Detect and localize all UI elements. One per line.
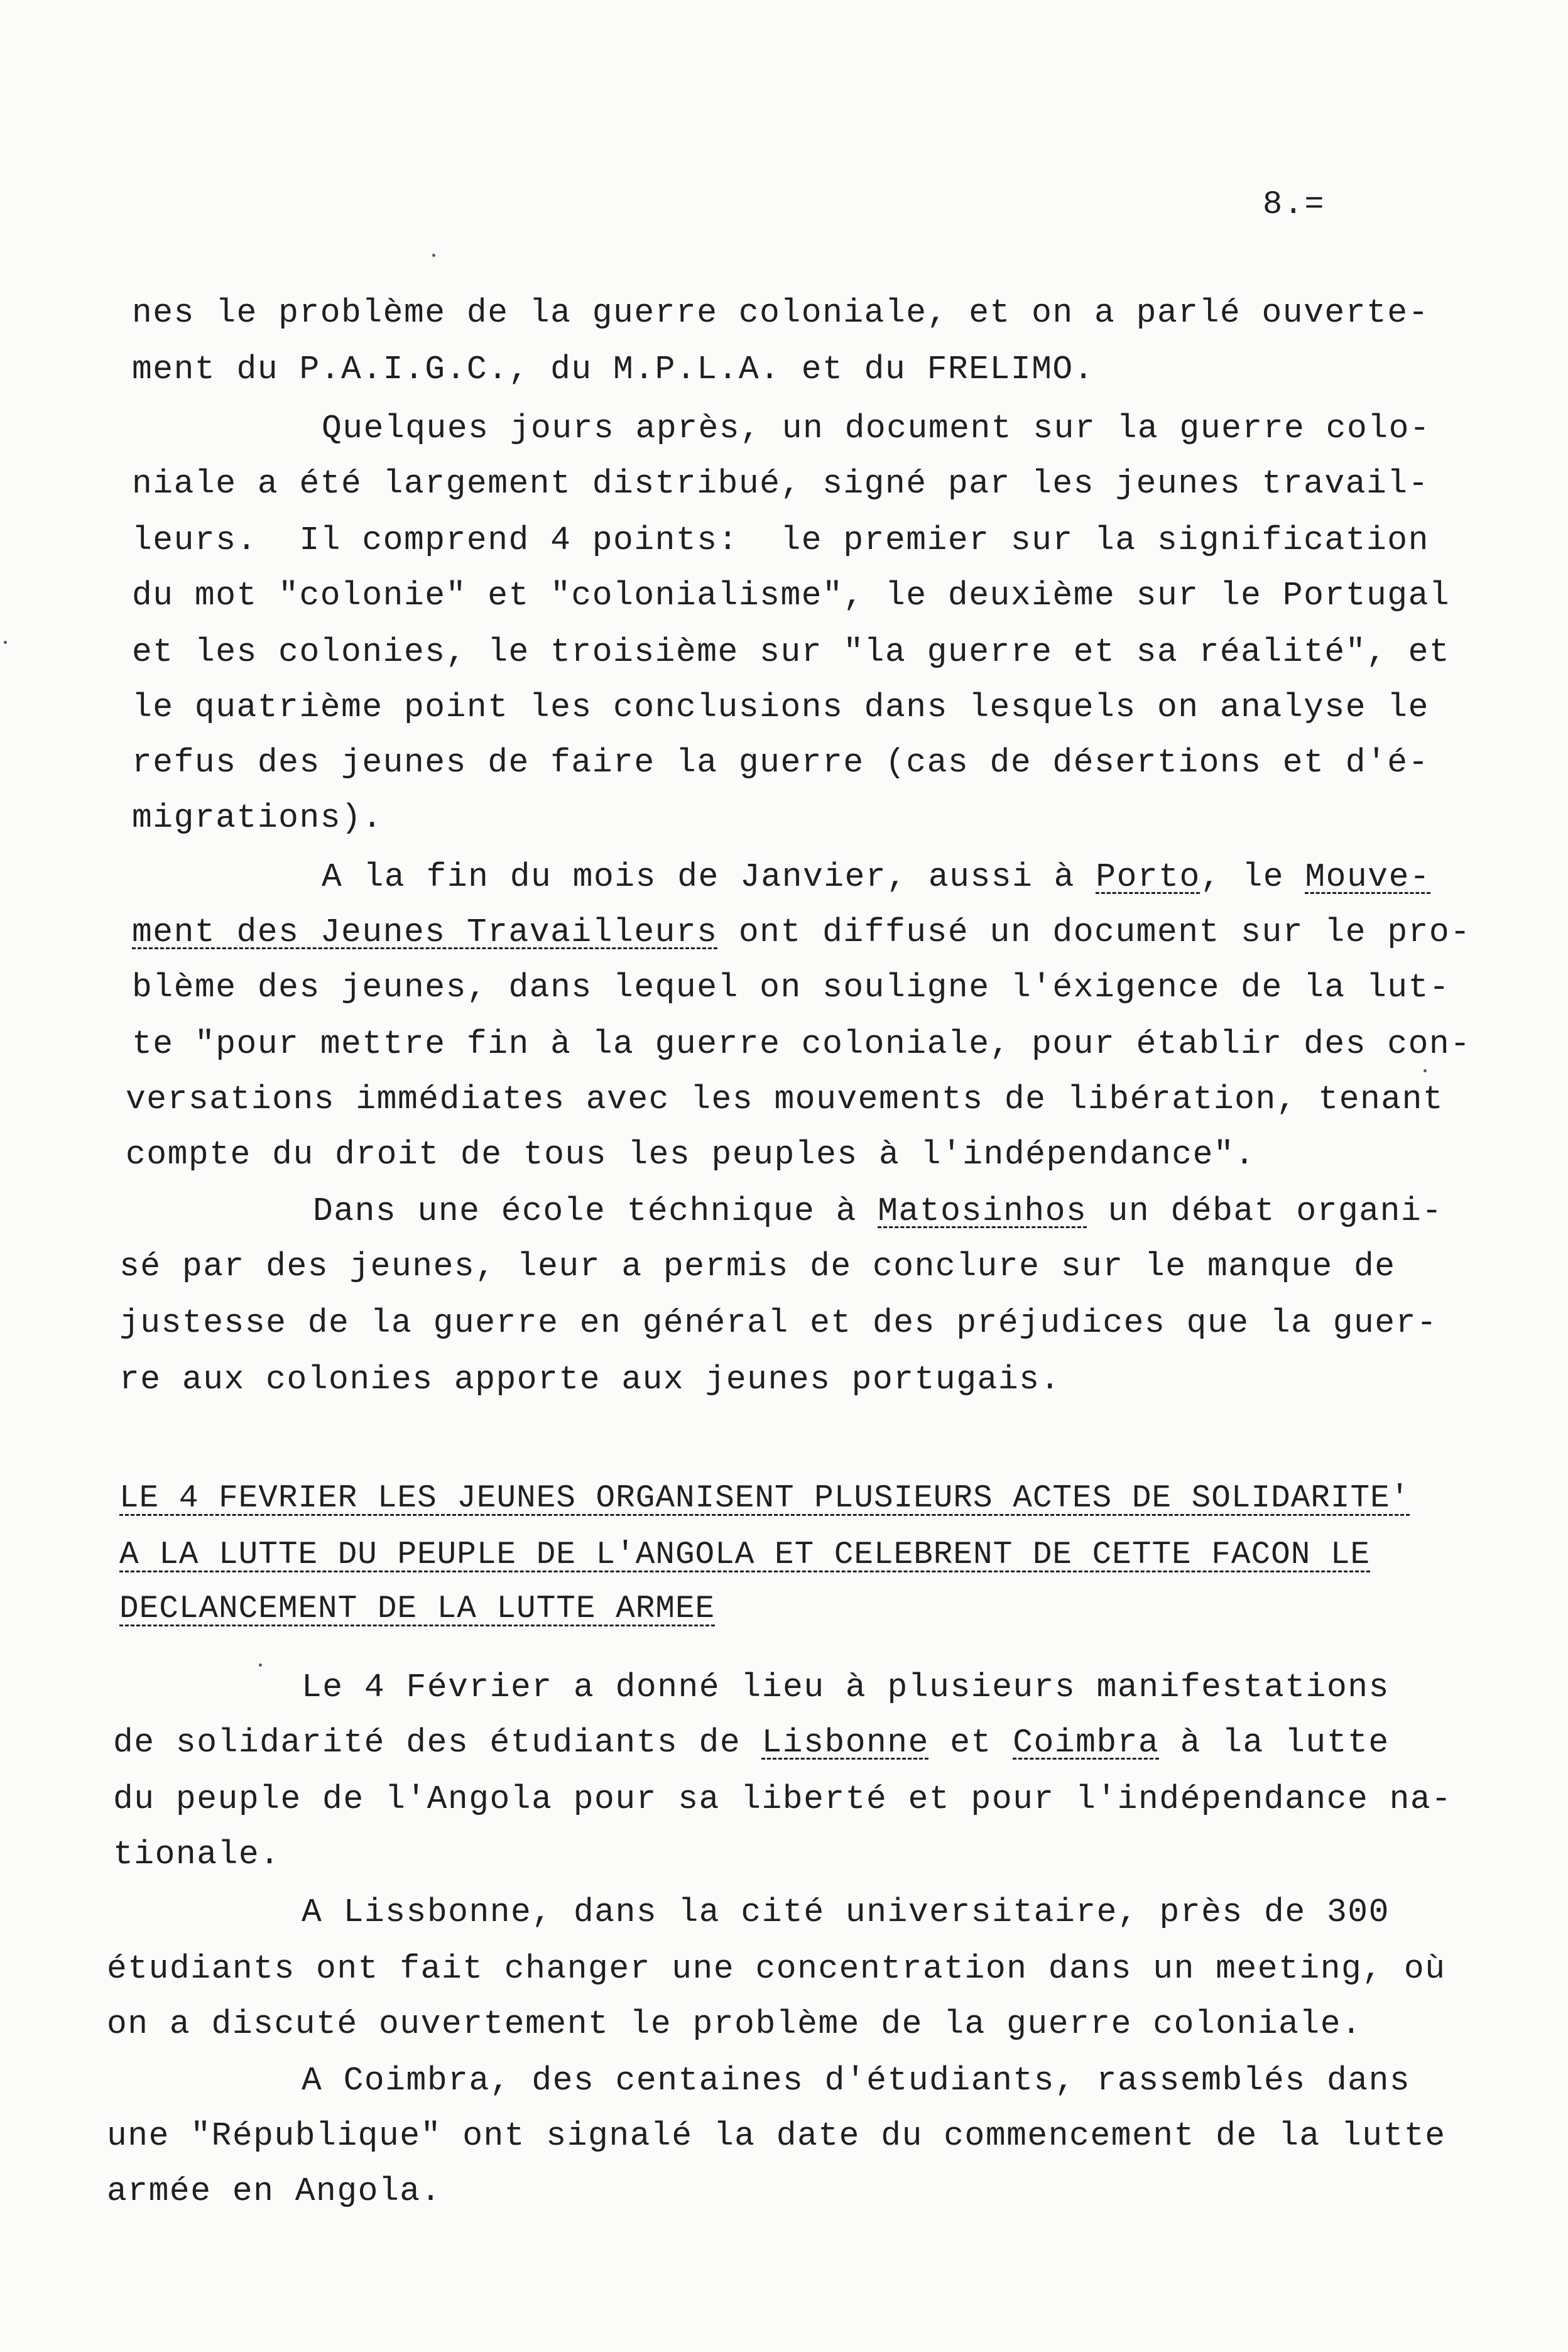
section-heading: LE 4 FEVRIER LES JEUNES ORGANISENT PLUSIEURS ACTES DE SOLIDARITE'	[119, 1481, 1410, 1516]
text-line: armée en Angola.	[107, 2172, 442, 2210]
page-number: 8.=	[1263, 186, 1326, 223]
text-line: niale a été largement distribué, signé par les jeunes travail-	[132, 465, 1429, 503]
org-name: Mouve-	[1305, 858, 1431, 896]
text-fragment: A la fin du mois de Janvier, aussi à	[322, 858, 1096, 896]
text-line: tionale.	[113, 1836, 281, 1873]
text-line: versations immédiates avec les mouvements de libération, tenant	[126, 1081, 1444, 1118]
text-line: A Lissbonne, dans la cité universitaire, près de 300	[302, 1893, 1390, 1931]
section-heading: DECLANCEMENT DE LA LUTTE ARMEE	[119, 1591, 716, 1627]
text-line	[113, 1724, 1390, 1761]
text-line	[322, 858, 1430, 896]
place-lisbonne: Lisbonne	[761, 1724, 929, 1761]
text-line: ment du P.A.I.G.C., du M.P.L.A. et du FRELIMO.	[132, 351, 1095, 388]
text-line: refus des jeunes de faire la guerre (cas de désertions et d'é-	[132, 744, 1429, 781]
place-matosinhos: Matosinhos	[878, 1192, 1087, 1230]
text-fragment: et	[928, 1724, 1013, 1761]
text-line	[313, 1192, 1443, 1230]
text-line: sé par des jeunes, leur a permis de conclure sur le manque de	[119, 1248, 1396, 1285]
text-fragment: de solidarité des étudiants de	[113, 1724, 762, 1761]
text-line: leurs. Il comprend 4 points: le premier sur la signification	[132, 521, 1429, 559]
section-heading: A LA LUTTE DU PEUPLE DE L'ANGOLA ET CELEBRENT DE CETTE FACON LE	[119, 1537, 1371, 1573]
text-line: du mot "colonie" et "colonialisme", le deuxième sur le Portugal	[132, 577, 1451, 614]
text-line	[132, 913, 1471, 951]
scan-speck	[4, 641, 7, 644]
scan-speck	[1424, 1069, 1427, 1072]
text-line: justesse de la guerre en général et des préjudices que la guer-	[119, 1304, 1438, 1342]
text-line: A Coimbra, des centaines d'étudiants, rassemblés dans	[302, 2062, 1411, 2099]
text-line: étudiants ont fait changer une concentration dans un meeting, où	[107, 1950, 1446, 1988]
text-line: Quelques jours après, un document sur la guerre colo-	[322, 410, 1431, 447]
text-fragment: , le	[1200, 858, 1305, 896]
text-line: Le 4 Février a donné lieu à plusieurs manifestations	[302, 1669, 1390, 1706]
place-porto: Porto	[1096, 858, 1200, 896]
scan-speck	[432, 254, 435, 257]
scan-speck	[259, 1663, 262, 1667]
text-line: une "République" ont signalé la date du commencement de la lutte	[107, 2117, 1446, 2155]
org-name: ment des Jeunes Travailleurs	[132, 913, 718, 951]
text-line: nes le problème de la guerre coloniale, et on a parlé ouverte-	[132, 294, 1429, 332]
text-fragment: Dans une école téchnique à	[313, 1192, 878, 1230]
text-line: et les colonies, le troisième sur "la guerre et sa réalité", et	[132, 633, 1451, 671]
place-coimbra: Coimbra	[1013, 1724, 1160, 1761]
text-line: compte du droit de tous les peuples à l'indépendance".	[126, 1136, 1256, 1173]
text-fragment: à la lutte	[1159, 1724, 1390, 1761]
text-line: du peuple de l'Angola pour sa liberté et pour l'indépendance na-	[113, 1780, 1452, 1818]
text-fragment: un débat organi-	[1087, 1192, 1443, 1230]
text-line: on a discuté ouvertement le problème de la guerre coloniale.	[107, 2005, 1363, 2043]
text-fragment: ont diffusé un document sur le pro-	[717, 913, 1471, 951]
text-line: le quatrième point les conclusions dans lesquels on analyse le	[132, 689, 1429, 726]
text-line: te "pour mettre fin à la guerre coloniale, pour établir des con-	[132, 1025, 1471, 1063]
text-line: re aux colonies apporte aux jeunes portugais.	[119, 1361, 1061, 1398]
text-line: blème des jeunes, dans lequel on souligne l'éxigence de la lut-	[132, 969, 1451, 1006]
text-line: migrations).	[132, 799, 383, 837]
